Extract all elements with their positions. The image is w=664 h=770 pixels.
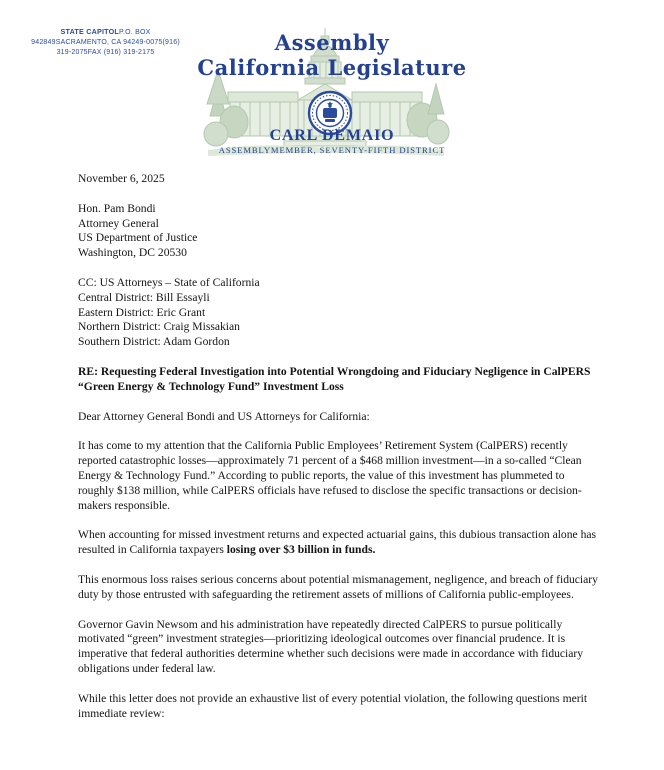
text-run: This enormous loss raises serious concerns about potential mismanagement, negligence, and breach of fiduciary duty by those entrusted with safeguarding the retirement assets of millions of California public-employees.: [78, 572, 598, 601]
text-run: It has come to my attention that the California Public Employees’ Retirement System (CalPERS) recently reported catastrophic losses—approximately 71 percent of a $468 million investment—in a so-called “Clean Energy & Technology Fund.” According to public reports, the value of this investment has plummeted to roughly $138 million, while CalPERS officials have refused to disclose the specific transactions or decision-makers responsible.: [78, 439, 582, 512]
text-run: While this letter does not provide an exhaustive list of every potential violation, the following questions merit immediate review:: [78, 691, 588, 720]
recipient-line: Washington, DC 20530: [78, 246, 187, 260]
text-run: Governor Gavin Newsom and his administration have repeatedly directed CalPERS to pursue politically motivated “green” investment strategies—prioritizing ideological outcomes over financial prudence. It is imperative that federal authorities determine whether such decisions were made in accordance with fiduciary obligations under federal law.: [78, 617, 584, 675]
body-paragraph: [78, 528, 602, 558]
body-paragraph: [78, 618, 602, 677]
member-title: ASSEMBLYMEMBER, SEVENTY-FIFTH DISTRICT: [218, 145, 446, 155]
contact-line: FAX (916) 319-2175: [87, 49, 155, 57]
cc-line: Northern District: Craig Missakian: [78, 320, 240, 334]
contact-line: STATE CAPITOL: [60, 27, 120, 36]
cc-line: Central District: Bill Essayli: [78, 290, 210, 304]
letterhead: [0, 0, 664, 165]
subject-line: RE: Requesting Federal Investigation into Potential Wrongdoing and Fiduciary Negligence in CalPERS “Green Energy & Technology Fund” Investment Loss: [78, 364, 591, 393]
recipient-line: US Department of Justice: [78, 231, 198, 245]
cc-line: Southern District: Adam Gordon: [78, 335, 230, 349]
letter-paragraphs: [78, 439, 602, 721]
cc-block: [78, 276, 602, 350]
body-paragraph: [78, 573, 602, 603]
salutation: Dear Attorney General Bondi and US Attorneys for California:: [78, 409, 370, 423]
cc-line: CC: US Attorneys – State of California: [78, 275, 260, 289]
letter-date: November 6, 2025: [78, 172, 165, 185]
cc-line: Eastern District: Eric Grant: [78, 305, 206, 319]
member-name: CARL DEMAIO: [269, 127, 395, 144]
contact-line: SACRAMENTO, CA 94249-0075: [55, 39, 163, 47]
org-line-legislature: California Legislature: [197, 55, 467, 80]
letter-body: [78, 172, 602, 736]
text-run: When accounting for missed investment returns and expected actuarial gains, this dubious transaction alone has resulted in California taxpayers: [78, 528, 597, 557]
bold-run: losing over $3 billion in funds.: [226, 543, 376, 557]
contact-line: (916) 319-2075: [56, 39, 180, 57]
recipient-line: Attorney General: [78, 216, 159, 230]
org-title: [160, 30, 504, 80]
org-line-assembly: Assembly: [274, 30, 390, 55]
body-paragraph: [78, 439, 602, 513]
recipient-line: Hon. Pam Bondi: [78, 201, 156, 215]
contact-line: P.O. BOX 942849: [31, 29, 151, 47]
body-paragraph: [78, 692, 602, 722]
recipient-address-block: [78, 202, 602, 261]
